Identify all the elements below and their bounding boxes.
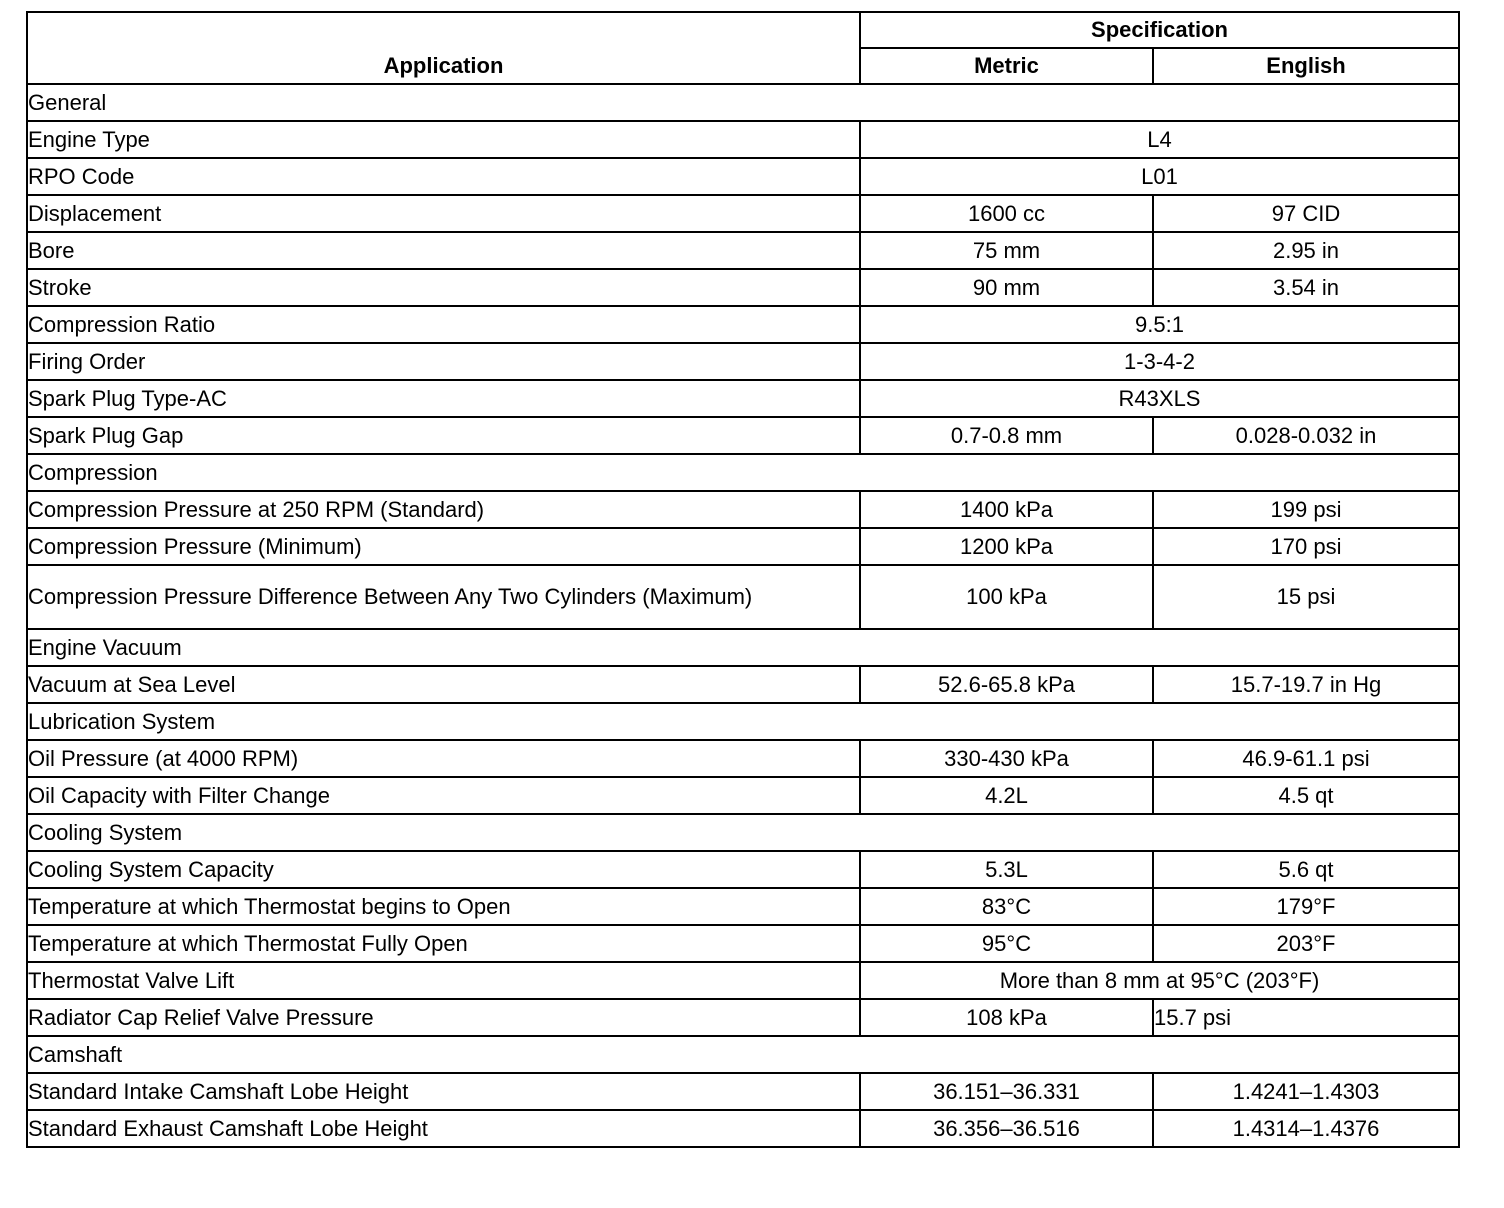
row-label: Cooling System Capacity bbox=[27, 851, 860, 888]
section-row bbox=[27, 454, 1459, 491]
table-row bbox=[27, 195, 1459, 232]
table-row bbox=[27, 269, 1459, 306]
row-label: Spark Plug Gap bbox=[27, 417, 860, 454]
row-label: Standard Exhaust Camshaft Lobe Height bbox=[27, 1110, 860, 1147]
english-header: English bbox=[1153, 48, 1459, 84]
specification-header: Specification bbox=[860, 12, 1459, 48]
row-label: Thermostat Valve Lift bbox=[27, 962, 860, 999]
english-value: 15.7-19.7 in Hg bbox=[1153, 666, 1459, 703]
english-value: 1.4241–1.4303 bbox=[1153, 1073, 1459, 1110]
metric-value: 1200 kPa bbox=[860, 528, 1153, 565]
row-label: Radiator Cap Relief Valve Pressure bbox=[27, 999, 860, 1036]
metric-value: 52.6-65.8 kPa bbox=[860, 666, 1153, 703]
table-row bbox=[27, 999, 1459, 1036]
section-row bbox=[27, 84, 1459, 121]
section-row bbox=[27, 814, 1459, 851]
english-value: 1.4314–1.4376 bbox=[1153, 1110, 1459, 1147]
table-row bbox=[27, 666, 1459, 703]
row-label: Compression Pressure Difference Between Any Two Cylinders (Maximum) bbox=[27, 565, 860, 629]
table-row bbox=[27, 417, 1459, 454]
section-title: General bbox=[27, 84, 1459, 121]
english-value: 0.028-0.032 in bbox=[1153, 417, 1459, 454]
application-header: Application bbox=[27, 12, 860, 84]
metric-header: Metric bbox=[860, 48, 1153, 84]
english-value: 199 psi bbox=[1153, 491, 1459, 528]
row-value: 9.5:1 bbox=[860, 306, 1459, 343]
table-row bbox=[27, 528, 1459, 565]
row-label: Compression Pressure (Minimum) bbox=[27, 528, 860, 565]
row-label: RPO Code bbox=[27, 158, 860, 195]
row-label: Bore bbox=[27, 232, 860, 269]
english-value: 15.7 psi bbox=[1153, 999, 1459, 1036]
section-title: Cooling System bbox=[27, 814, 1459, 851]
row-value: 1-3-4-2 bbox=[860, 343, 1459, 380]
table-row bbox=[27, 306, 1459, 343]
english-value: 203°F bbox=[1153, 925, 1459, 962]
metric-value: 1600 cc bbox=[860, 195, 1153, 232]
row-label: Vacuum at Sea Level bbox=[27, 666, 860, 703]
metric-value: 75 mm bbox=[860, 232, 1153, 269]
metric-value: 100 kPa bbox=[860, 565, 1153, 629]
metric-value: 36.151–36.331 bbox=[860, 1073, 1153, 1110]
row-value: More than 8 mm at 95°C (203°F) bbox=[860, 962, 1459, 999]
table-row bbox=[27, 1110, 1459, 1147]
table-row bbox=[27, 491, 1459, 528]
row-label: Firing Order bbox=[27, 343, 860, 380]
section-row bbox=[27, 1036, 1459, 1073]
table-row bbox=[27, 851, 1459, 888]
row-value: L4 bbox=[860, 121, 1459, 158]
metric-value: 108 kPa bbox=[860, 999, 1153, 1036]
section-title: Compression bbox=[27, 454, 1459, 491]
row-label: Oil Capacity with Filter Change bbox=[27, 777, 860, 814]
row-label: Standard Intake Camshaft Lobe Height bbox=[27, 1073, 860, 1110]
table-row bbox=[27, 888, 1459, 925]
row-value: R43XLS bbox=[860, 380, 1459, 417]
english-value: 15 psi bbox=[1153, 565, 1459, 629]
english-value: 179°F bbox=[1153, 888, 1459, 925]
row-label: Displacement bbox=[27, 195, 860, 232]
row-label: Oil Pressure (at 4000 RPM) bbox=[27, 740, 860, 777]
english-value: 97 CID bbox=[1153, 195, 1459, 232]
table-row bbox=[27, 121, 1459, 158]
metric-value: 1400 kPa bbox=[860, 491, 1153, 528]
metric-value: 83°C bbox=[860, 888, 1153, 925]
row-label: Temperature at which Thermostat begins to Open bbox=[27, 888, 860, 925]
metric-value: 5.3L bbox=[860, 851, 1153, 888]
metric-value: 36.356–36.516 bbox=[860, 1110, 1153, 1147]
table-row bbox=[27, 962, 1459, 999]
table-row bbox=[27, 158, 1459, 195]
metric-value: 90 mm bbox=[860, 269, 1153, 306]
table-row bbox=[27, 380, 1459, 417]
row-label: Compression Ratio bbox=[27, 306, 860, 343]
metric-value: 4.2L bbox=[860, 777, 1153, 814]
english-value: 3.54 in bbox=[1153, 269, 1459, 306]
table-row bbox=[27, 740, 1459, 777]
row-label: Compression Pressure at 250 RPM (Standard) bbox=[27, 491, 860, 528]
metric-value: 95°C bbox=[860, 925, 1153, 962]
english-value: 2.95 in bbox=[1153, 232, 1459, 269]
section-title: Lubrication System bbox=[27, 703, 1459, 740]
metric-value: 0.7-0.8 mm bbox=[860, 417, 1153, 454]
section-title: Engine Vacuum bbox=[27, 629, 1459, 666]
metric-value: 330-430 kPa bbox=[860, 740, 1153, 777]
english-value: 5.6 qt bbox=[1153, 851, 1459, 888]
table-row bbox=[27, 925, 1459, 962]
row-label: Engine Type bbox=[27, 121, 860, 158]
english-value: 46.9-61.1 psi bbox=[1153, 740, 1459, 777]
engine-specification-table bbox=[26, 11, 1460, 1148]
row-value: L01 bbox=[860, 158, 1459, 195]
section-title: Camshaft bbox=[27, 1036, 1459, 1073]
table-row bbox=[27, 343, 1459, 380]
table-row bbox=[27, 232, 1459, 269]
table-row bbox=[27, 565, 1459, 629]
table-row bbox=[27, 777, 1459, 814]
section-row bbox=[27, 629, 1459, 666]
row-label: Temperature at which Thermostat Fully Open bbox=[27, 925, 860, 962]
english-value: 170 psi bbox=[1153, 528, 1459, 565]
section-row bbox=[27, 703, 1459, 740]
english-value: 4.5 qt bbox=[1153, 777, 1459, 814]
table-row bbox=[27, 1073, 1459, 1110]
row-label: Stroke bbox=[27, 269, 860, 306]
row-label: Spark Plug Type-AC bbox=[27, 380, 860, 417]
